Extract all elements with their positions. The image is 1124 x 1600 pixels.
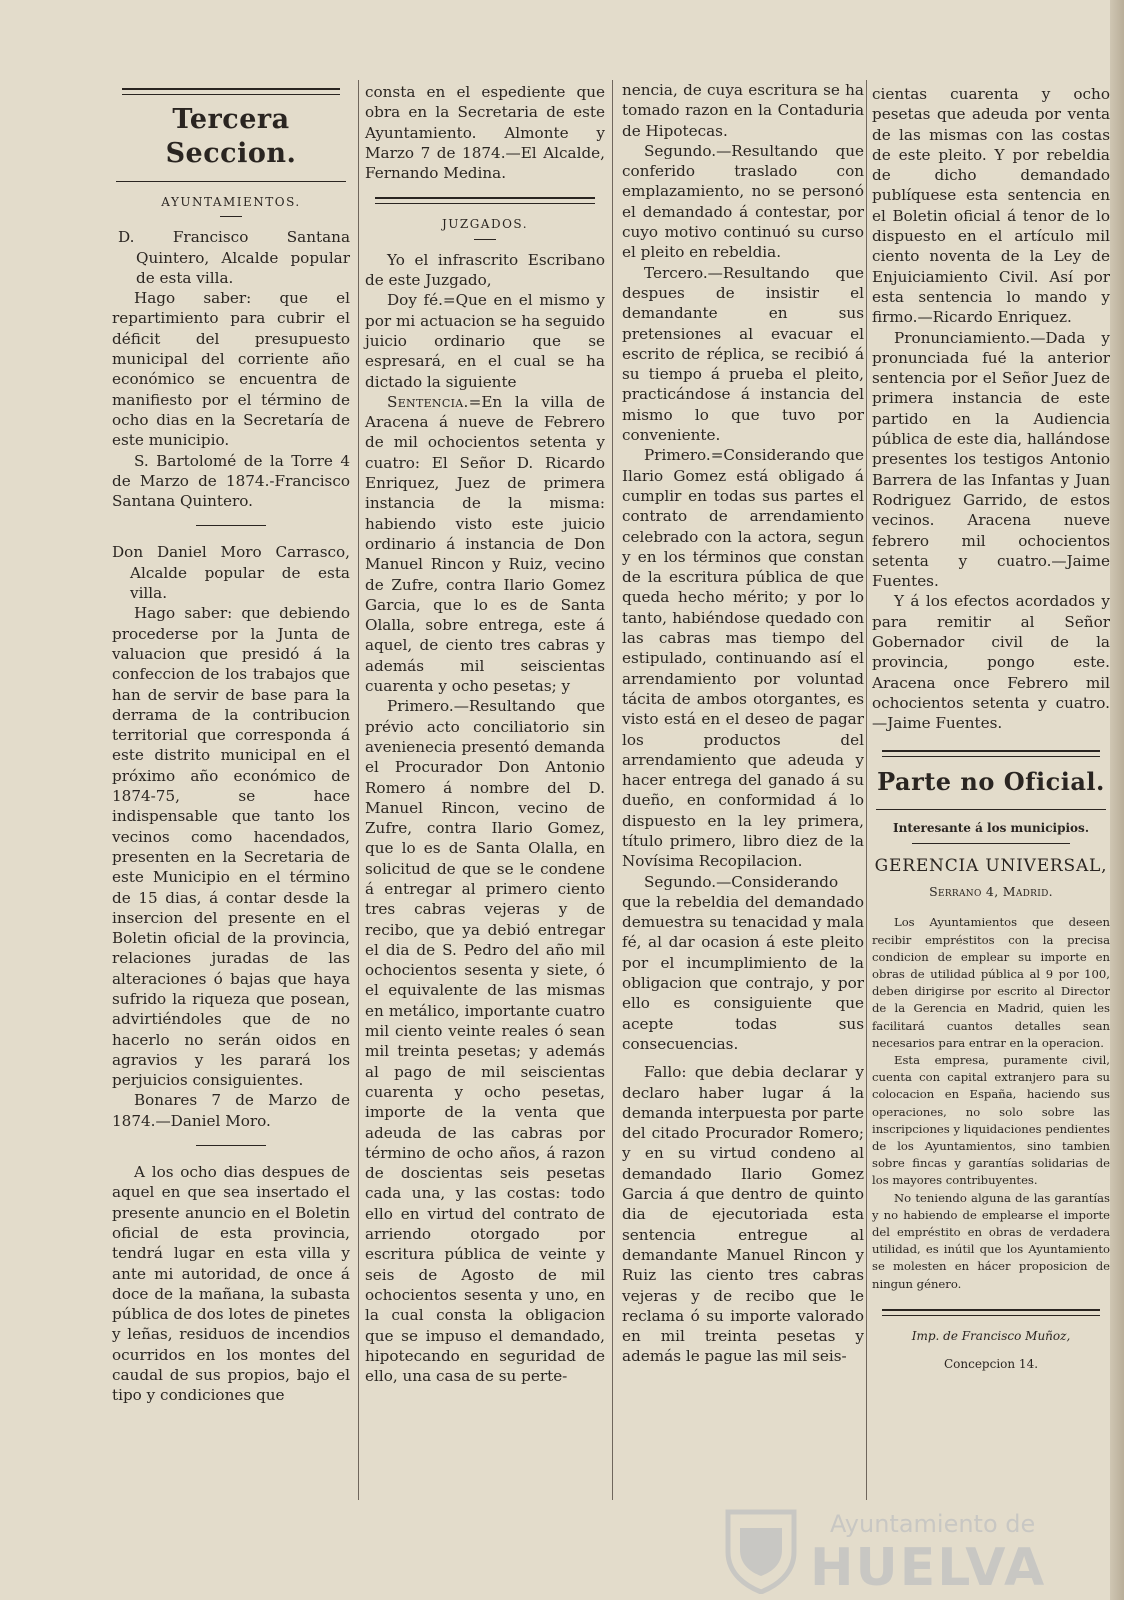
archive-watermark (700, 1500, 1047, 1600)
court-intro: Yo el infrascrito Escribano de este Juzgado, (365, 250, 605, 290)
notice3-body: A los ocho dias despues de aquel en que sea insertado el presente anuncio en el Boletin oficial de esta provincia, tendrá lugar en esta villa y ante mi autoridad, de once á doce de la mañana, la subasta pública de dos lotes de pinetes y leñas, residuos de incendios ocurridos en los montes del caudal de sus propios, bajo el tipo y condiciones que (112, 1163, 350, 1405)
column-rule (358, 80, 359, 1500)
juzgados-heading: JUZGADOS. (441, 217, 529, 232)
resultando-primero: Primero.—Resultando que prévio acto conciliatorio sin avenienecia presentó demanda el Procurador Don Antonio Romero á nombre del D. Manuel Rincon, vecino de Zufre, contra Ilario Gomez, que lo es de Santa Olalla, en solicitud de que se le condene á entregar al primero ciento tres cabras vejeras y de recibo, que ya debió entregar el dia de S. Pedro del año mil ochocientos sesenta y siete, ó el equivalente de las mismas en metálico, importante cuatro mil ciento veinte reales ó sean mil treinta pesetas; y además al pago de mil seiscientas cuarenta y ocho pesetas, importe de la venta que adeuda de las cabras por término de ocho años, á razon de doscientas seis pesetas cada una, y las costas: todo ello en virtud del contrato de arriendo otorgado por escritura pública de veinte y seis de Agosto de mil ochocientos sesenta y uno, en la cual consta la obligacion que se impuso el demandado, hipotecando en seguridad de ello, una casa de su perte- (365, 697, 605, 1386)
pronunciamiento: Pronunciamiento.—Dada y pronunciada fué la anterior sentencia por el Señor Juez de primera instancia de este partido en la Audiencia pública de este dia, hallándose presentes los testigos Antonio Barrera de las Infantas y Juan Rodriguez Garrido, de estos vecinos. Aracena nueve febrero mil ochocientos setenta y cuatro.—Jaime Fuentes. (872, 328, 1110, 591)
notice1-signature: S. Bartolomé de la Torre 4 de Marzo de 1874.-Francisco Santana Quintero. (112, 451, 350, 511)
ornamental-rule (882, 750, 1100, 757)
shield-icon (720, 1506, 802, 1594)
column-3 (622, 80, 864, 1367)
printer-name: Imp. de Francisco Muñoz, (911, 1328, 1071, 1343)
notice2-lead: Don Daniel Moro Carrasco, Alcalde popular de esta villa. (112, 543, 350, 603)
court-continuation: nencia, de cuya escritura se ha tomado razon en la Contaduria de Hipotecas. (622, 81, 864, 140)
ornamental-rule (122, 88, 340, 95)
resultando-tercero: Tercero.—Resultando que despues de insistir el demandante en sus pretensiones al evacuar el escrito de réplica, se recibió á su tiempo á prueba el pleito, practicándose á instancia del mismo lo que tuvo por conveniente. (622, 263, 864, 445)
divider (196, 1145, 266, 1146)
column-2 (365, 82, 605, 1386)
divider (116, 181, 346, 182)
gerencia-title: GERENCIA UNIVERSAL, (874, 855, 1108, 876)
divider (912, 843, 1070, 844)
column-rule (612, 80, 613, 1500)
notice1-body: Hago saber: que el repartimiento para cubrir el déficit del presupuesto municipal del corriente año económico se encuentra de manifiesto por el término de ocho dias en la Secretaría de este municipio. (112, 289, 350, 450)
column-1 (112, 80, 350, 1406)
interesante-subhead: Interesante á los municipios. (893, 820, 1089, 835)
notice2-body: Hago saber: que debiendo procederse por la Junta de valuacion que presidó á la confeccion de los trabajos que han de servir de base para la derrama de la contribucion territorial que corresponda á este distrito municipal en el próximo año económico de 1874-75, se hace indispensable que tanto los vecinos como hacendados, presenten en la Secretaria de este Municipio en el término de 15 dias, á contar desde la insercion del presente en el Boletin oficial de la provincia, relaciones juradas de las alteraciones ó bajas que haya sufrido la riqueza que posean, advirtiéndoles que de no hacerlo no serán oidos en agravios y les parará los perjuicios consiguientes. (112, 604, 350, 1090)
resultando-segundo: Segundo.—Resultando que conferido traslado con emplazamiento, no se personó el demandado á contestar, por cuyo motivo continuó su curso el pleito en rebeldia. (622, 141, 864, 262)
ad-paragraph-1: Los Ayuntamientos que deseen recibir empréstitos con la precisa condicion de emplear su importe en obras de utilidad pública al 9 por 100, deben dirigirse por escrito al Director de la Gerencia en Madrid, quien les facilitará cuantos detalles sean necesarios para entrar en la operacion. (872, 915, 1110, 1050)
divider (196, 525, 266, 526)
short-dash (220, 216, 242, 217)
page-edge (1110, 0, 1124, 1600)
sentencia-text: =En la villa de Aracena á nueve de Febrero de mil ochocientos setenta y cuatro: El Señor D. Ricardo Enriquez, Juez de primera instancia de la misma: habiendo visto este juicio ordinario á instancia de Don Manuel Rincon y Ruiz, vecino de Zufre, contra Ilario Gomez Garcia, que lo es de Santa Olalla, sobre entrega, este á aquel, de ciento tres cabras y además mil seiscientas cuarenta y ocho pesetas; y (365, 392, 605, 696)
sentencia-label: Sentencia. (387, 392, 469, 411)
sentence-end: cientas cuarenta y ocho pesetas que adeuda por venta de las mismas con las costas de este pleito. Y por rebeldia de dicho demandado publíquese esta sentencia en el Boletin oficial á tenor de lo dispuesto en el artículo mil ciento noventa de la Ley de Enjuiciamiento Civil. Así por esta sentencia lo mando y firmo.—Ricardo Enriquez. (872, 85, 1110, 327)
watermark-line2: HUELVA (810, 1538, 1047, 1598)
parte-no-oficial-title: Parte no Oficial. (877, 766, 1105, 796)
watermark-line1: Ayuntamiento de (830, 1510, 1036, 1538)
sentencia-paragraph (365, 392, 605, 696)
section-title: Tercera Seccion. (165, 104, 297, 169)
divider (876, 809, 1106, 810)
column-rule (866, 80, 867, 1500)
short-dash (474, 239, 496, 240)
ad-paragraph-3: No teniendo alguna de las garantías y no habiendo de emplearse el importe del empréstito en obras de verdadera utilidad, es inútil que los Ayuntamiento se molesten en hácer proposicion de ningun género. (872, 1190, 1110, 1291)
considerando-segundo: Segundo.—Considerando que la rebeldia del demandado demuestra su tenacidad y mala fé, al dar ocasion á este pleito por el incumplimiento de la obligacion que contrajo, y por ello es consiguiente que acepte todas sus consecuencias. (622, 872, 864, 1053)
printer-address: Concepcion 14. (943, 1357, 1039, 1372)
ornamental-rule (882, 1309, 1100, 1316)
ad-paragraph-2: Esta empresa, puramente civil, cuenta con capital extranjero para su colocacion en España, haciendo sus operaciones, no solo sobre las inscripciones y liquidaciones pendientes de los Ayuntamientos, sino tambien sobre fincas y garantías solidarias de los mayores contribuyentes. (872, 1052, 1110, 1188)
notice2-signature: Bonares 7 de Marzo de 1874.—Daniel Moro. (112, 1091, 350, 1130)
notice3-continuation: consta en el espediente que obra en la Secretaria de este Ayuntamiento. Almonte y Marzo 7 de 1874.—El Alcalde, Fernando Medina. (365, 83, 605, 183)
gerencia-address: Serrano 4, Madrid. (929, 884, 1053, 899)
ayuntamientos-heading: AYUNTAMIENTOS. (161, 195, 301, 209)
fallo: Fallo: que debia declarar y declaro haber lugar á la demanda interpuesta por parte del citado Procurador Romero; y en su virtud condeno al demandado Ilario Gomez Garcia á que dentro de quinto dia de ejecutoriada esta sentencia entregue al demandante Manuel Rincon y Ruiz las ciento tres cabras vejeras y de recibo que le reclama ó su importe valorado en mil treinta pesetas y además le pague las mil seis- (622, 1063, 864, 1366)
closing-remit: Y á los efectos acordados y para remitir al Señor Gobernador civil de la provincia, pongo este. Aracena once Febrero mil ochocientos setenta y cuatro.—Jaime Fuentes. (872, 592, 1110, 733)
considerando-primero: Primero.=Considerando que Ilario Gomez está obligado á cumplir en todas sus partes el contrato de arrendamiento celebrado con la actora, segun y en los términos que constan de la escritura pública de que queda hecho mérito; y por lo tanto, habiéndose quedado con las cabras mas tiempo del estipulado, continuando así el arrendamiento por voluntad tácita de ambos otorgantes, es visto está en el deseo de pagar los productos del arrendamiento que adeuda y hacer entrega del ganado á su dueño, en conformidad á lo dispuesto en la ley primera, título primero, libro diez de la Novísima Recopilacion. (622, 446, 864, 871)
notice1-lead: D. Francisco Santana Quintero, Alcalde popular de esta villa. (118, 228, 350, 287)
ornamental-rule (375, 197, 595, 204)
column-4 (872, 84, 1110, 1373)
court-doy-fe: Doy fé.=Que en el mismo y por mi actuacion se ha seguido juicio ordinario que se espresará, en el cual se ha dictado la siguiente (365, 291, 605, 391)
